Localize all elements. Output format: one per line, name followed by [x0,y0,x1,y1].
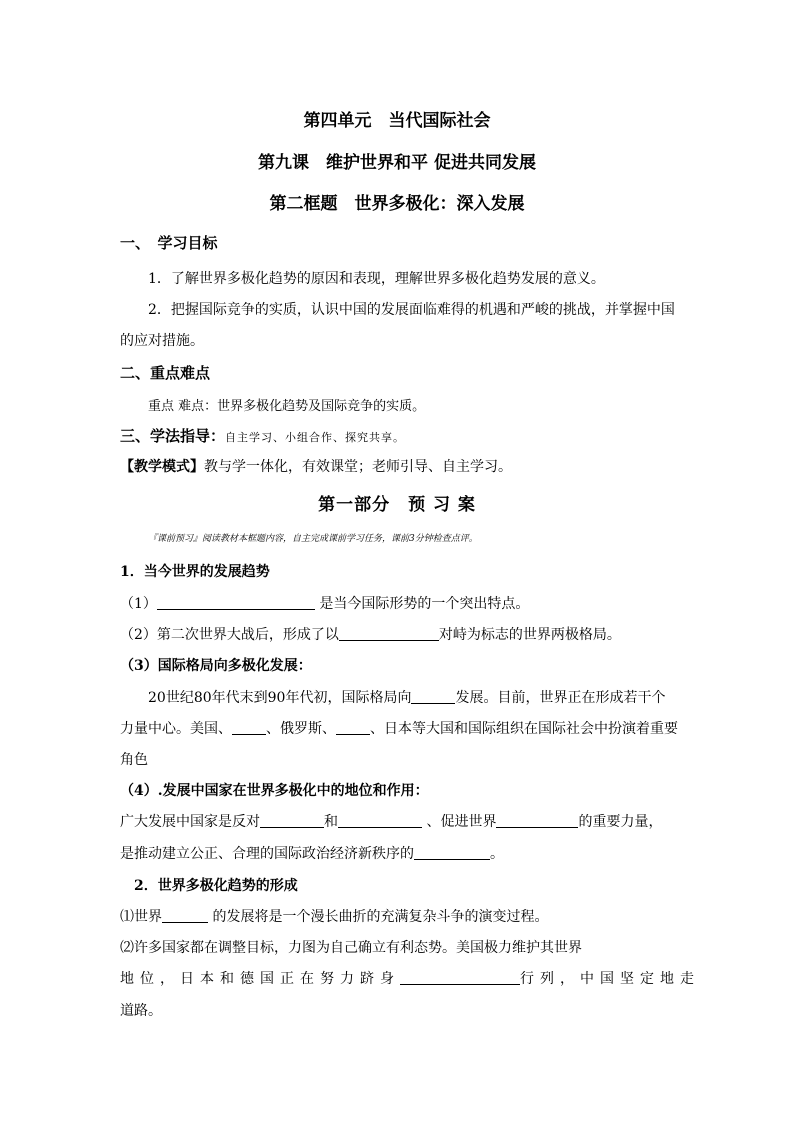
q2-a: ⑴世界 的发展将是一个漫长曲折的充满复杂斗争的演变过程。 [120,909,549,925]
unit-title: 第四单元 当代国际社会 [303,111,491,131]
section-heading-key-points: 二、重点难点 [120,364,211,382]
fill-blank[interactable] [336,721,370,735]
goal-item-2: 2．把握国际竞争的实质，认识中国的发展面临难得的机遇和严峻的挑战，并掌握中国 [148,302,675,318]
fill-blank[interactable] [338,814,422,828]
teaching-mode-line [120,456,512,476]
q1-c-line2: 力量中心。美国、 、俄罗斯、 、日本等大国和国际组织在国际社会中扮演着重要 [120,721,678,737]
fill-blank[interactable] [339,627,439,641]
preview-instruction: 『课前预习』阅读教材本框题内容，自主完成课前学习任务，课前3分钟检查点评。 [148,534,478,544]
fill-blank[interactable] [157,596,315,610]
method-content: 自主学习、小组合作、探究共享。 [225,431,406,444]
frame-title: 第二框题 世界多极化：深入发展 [269,194,525,214]
fill-blank[interactable] [496,814,578,828]
q1-d-line2: 是推动建立公正、合理的国际政治经济新秩序的 。 [120,846,504,862]
key-points-content: 重点 难点：世界多极化趋势及国际竞争的实质。 [148,399,426,414]
teaching-mode-label: 【教学模式】 [120,459,204,475]
section-heading-method: 三、学法指导： [120,427,226,445]
q1-d-line1: 广大发展中国家是反对 和 、促进世界 的重要力量， [120,814,663,830]
fill-blank[interactable] [162,909,208,923]
fill-blank[interactable] [414,846,490,860]
q2-heading: 2．世界多极化趋势的形成 [134,878,298,894]
q1-b: （2）第二次世界大战后，形成了以 对峙为标志的世界两极格局。 [120,627,621,643]
fill-blank[interactable] [400,971,520,985]
teaching-mode-content: 教与学一体化，有效课堂；老师引导、自主学习。 [204,459,512,475]
fill-blank[interactable] [232,721,266,735]
q2-b-line2: 地位，日本和德国正在努力跻身 行列，中国坚定地走 [120,971,700,987]
q2-b-line3: 道路。 [120,1003,162,1019]
goal-item-2-cont: 的应对措施。 [120,333,204,349]
q1-c-heading: （3）国际格局向多极化发展： [120,658,312,674]
fill-blank[interactable] [260,814,324,828]
q1-heading: 1．当今世界的发展趋势 [120,564,270,580]
q1-a: （1） 是当今国际形势的一个突出特点。 [120,596,530,612]
part-one-title: 第一部分 预 习 案 [318,495,476,515]
q1-c-line1: 20世纪80年代末到90年代初，国际格局向 发展。目前，世界正在形成若干个 [148,690,666,706]
q1-c-line3: 角色 [120,752,148,768]
study-method-line [120,425,405,446]
q1-d-heading: （4）.发展中国家在世界多极化中的地位和作用： [120,783,429,799]
goal-item-1: 1．了解世界多极化趋势的原因和表现，理解世界多极化趋势发展的意义。 [148,271,605,287]
fill-blank[interactable] [411,690,455,704]
section-heading-goals: 一、 学习目标 [120,234,218,252]
lesson-title: 第九课 维护世界和平 促进共同发展 [258,153,536,173]
q2-b-line1: ⑵许多国家都在调整目标，力图为自己确立有利态势。美国极力维护其世界 [120,940,582,956]
